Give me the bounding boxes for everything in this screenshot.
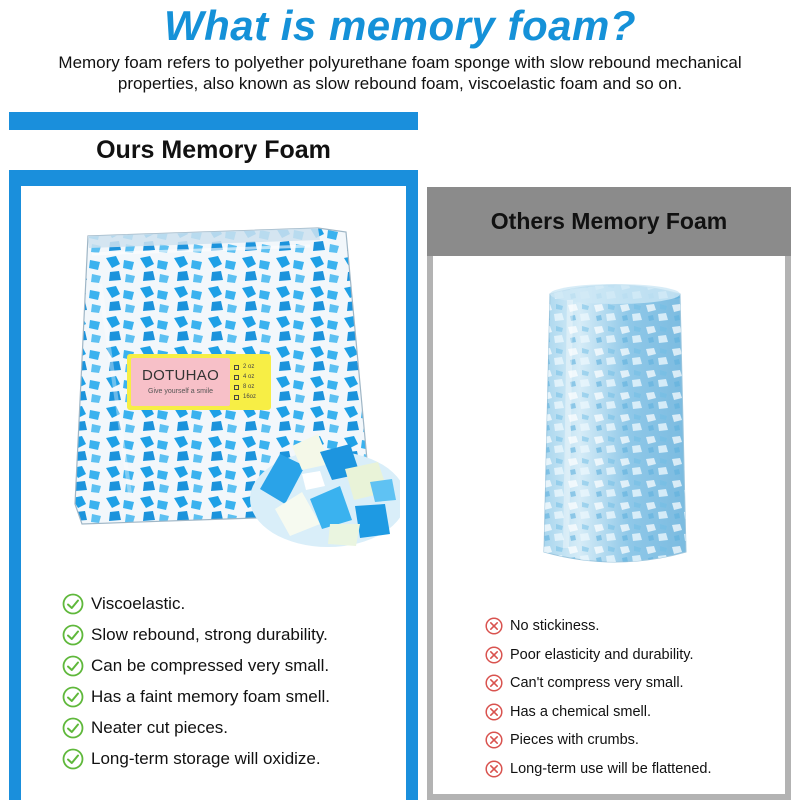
ours-feature-text: Long-term storage will oxidize.: [91, 748, 321, 768]
checkbox-icon: [234, 365, 239, 370]
others-feature-item: [485, 755, 712, 784]
size-option-label: 16oz: [243, 394, 257, 400]
size-option-label: 2 oz: [243, 364, 255, 370]
checkbox-icon: [234, 375, 239, 380]
others-feature-text: Long-term use will be flattened.: [510, 760, 712, 777]
checkbox-icon: [234, 395, 239, 400]
others-feature-text: Pieces with crumbs.: [510, 732, 639, 749]
others-feature-text: Has a chemical smell.: [510, 703, 652, 720]
product-label: [127, 354, 271, 410]
ours-feature-item: [62, 588, 330, 619]
ours-feature-item: [62, 743, 330, 774]
others-product-roll-image: [540, 280, 690, 570]
others-panel-title: Others Memory Foam: [427, 187, 791, 256]
ours-feature-text: Neater cut pieces.: [91, 717, 229, 737]
check-circle-icon: [62, 686, 84, 708]
others-feature-item: [485, 698, 712, 727]
check-circle-icon: [62, 655, 84, 677]
size-options: [234, 362, 256, 402]
check-circle-icon: [62, 748, 84, 770]
size-option-label: 4 oz: [243, 374, 255, 380]
product-label-brand-area: [131, 358, 230, 406]
x-circle-icon: [485, 617, 503, 635]
others-feature-item: [485, 612, 712, 641]
others-feature-list: [485, 612, 712, 783]
x-circle-icon: [485, 646, 503, 664]
ours-feature-text: Has a faint memory foam smell.: [91, 686, 331, 706]
x-circle-icon: [485, 731, 503, 749]
check-circle-icon: [62, 593, 84, 615]
ours-feature-text: Can be compressed very small.: [91, 655, 330, 675]
brand-name: DOTUHAO: [141, 367, 220, 384]
x-circle-icon: [485, 703, 503, 721]
ours-feature-item: [62, 619, 330, 650]
brand-slogan: Give yourself a smile: [148, 388, 213, 395]
ours-feature-item: [62, 650, 330, 681]
ours-feature-item: [62, 681, 330, 712]
others-feature-text: Can't compress very small.: [510, 675, 684, 692]
size-option-label: 8 oz: [243, 384, 255, 390]
check-circle-icon: [62, 624, 84, 646]
ours-feature-list: [62, 588, 330, 774]
others-feature-text: Poor elasticity and durability.: [510, 646, 694, 663]
ours-feature-text: Slow rebound, strong durability.: [91, 624, 328, 644]
others-feature-item: [485, 669, 712, 698]
check-circle-icon: [62, 717, 84, 739]
size-option: [234, 382, 256, 392]
checkbox-icon: [234, 385, 239, 390]
size-option: [234, 362, 256, 372]
page-title: What is memory foam?: [163, 2, 637, 49]
intro-text: Memory foam refers to polyether polyurethane foam sponge with slow rebound mechanical properties, also known as slow rebound foam, viscoelastic foam and so on.: [58, 53, 742, 93]
ours-feature-item: [62, 712, 330, 743]
ours-panel-title: Ours Memory Foam: [9, 130, 418, 170]
others-feature-item: [485, 726, 712, 755]
x-circle-icon: [485, 760, 503, 778]
others-feature-text: No stickiness.: [510, 618, 600, 635]
size-option: [234, 392, 256, 402]
size-option: [234, 372, 256, 382]
x-circle-icon: [485, 674, 503, 692]
others-feature-item: [485, 641, 712, 670]
ours-feature-text: Viscoelastic.: [91, 593, 186, 613]
